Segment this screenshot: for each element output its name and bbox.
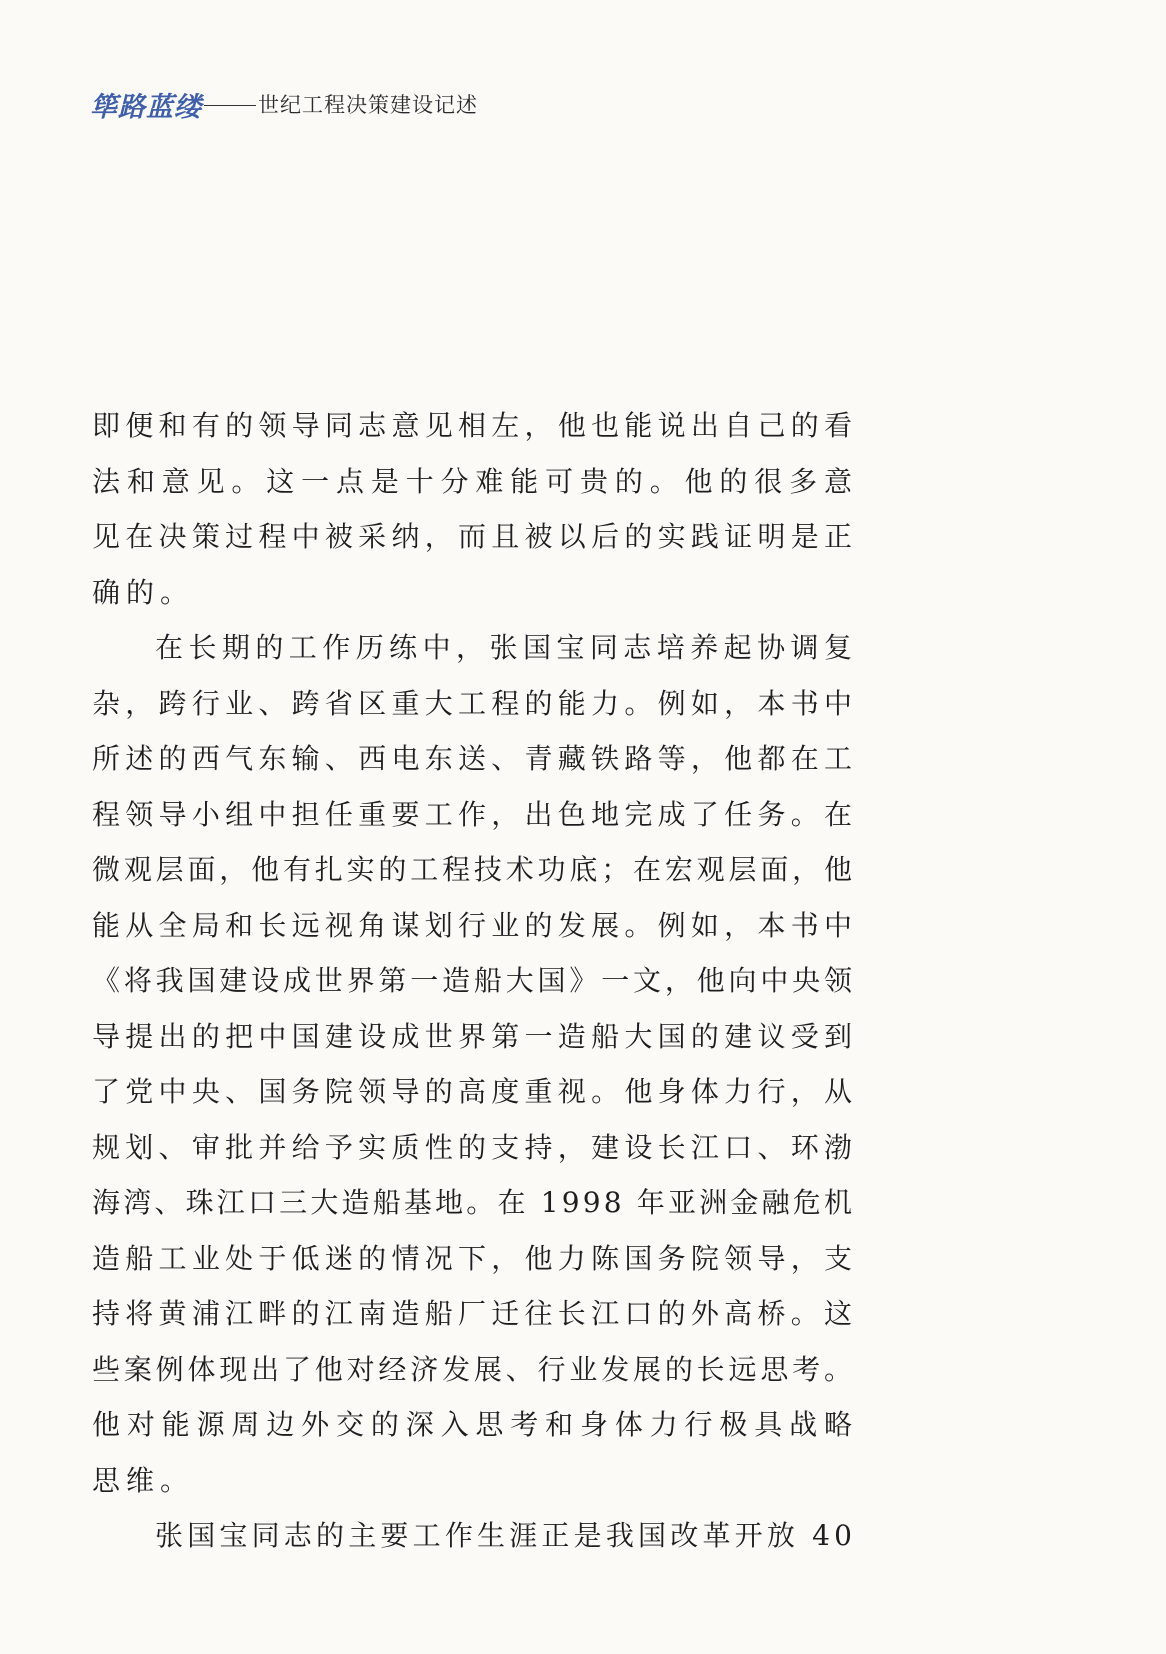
text-line: [92, 620, 858, 676]
text-line-content: 他对能源周边外交的深入思考和身体力行极具战略: [92, 1408, 859, 1441]
text-line-content: 见在决策过程中被采纳，而且被以后的实践证明是正: [92, 520, 858, 553]
text-line: [92, 1175, 856, 1231]
header-dash-rule: [204, 105, 256, 106]
text-line-content: 导提出的把中国建设成世界第一造船大国的建议受到: [92, 1019, 858, 1053]
text-line-content: 所述的西气东输、西电东送、青藏铁路等，他都在工: [92, 742, 858, 775]
text-line: [92, 398, 858, 454]
text-line: [92, 1397, 859, 1453]
text-line: [92, 1508, 857, 1564]
text-line-content: 能从全局和长远视角谋划行业的发展。例如，本书中: [92, 908, 858, 942]
text-line-content: 法和意见。这一点是十分难能可贵的。他的很多意: [92, 464, 859, 498]
text-line: [92, 1120, 858, 1176]
text-line: [92, 731, 858, 787]
text-line-content: 海湾、珠江口三大造船基地。在 1998 年亚洲金融危机: [92, 1186, 856, 1219]
text-line: [92, 676, 858, 732]
text-line-content: 即便和有的领导同志意见相左，他也能说出自己的看: [92, 409, 858, 442]
text-line-content: 张国宝同志的主要工作生涯正是我国改革开放 40: [155, 1519, 857, 1552]
text-line: [92, 454, 859, 510]
text-line-content: 规划、审批并给予实质性的支持，建设长江口、环渤: [92, 1130, 858, 1164]
running-header: [90, 84, 478, 124]
text-line-content: 持将黄浦江畔的江南造船厂迁往长江口的外高桥。这: [92, 1297, 858, 1330]
text-line: [92, 1342, 856, 1398]
text-line-content: 程领导小组中担任重要工作，出色地完成了任务。在: [92, 797, 858, 831]
text-line-content: 在长期的工作历练中，张国宝同志培养起协调复: [155, 631, 858, 664]
text-line: [92, 953, 856, 1009]
text-line: [92, 565, 852, 621]
book-subtitle: 世纪工程决策建设记述: [258, 93, 478, 117]
text-line-content: 《将我国建设成世界第一造船大国》一文，他向中央领: [92, 964, 856, 997]
text-line: [92, 1286, 858, 1342]
text-line: [92, 1453, 852, 1509]
text-line-content: 思维。: [92, 1463, 195, 1497]
text-line: [92, 898, 858, 954]
body-text: [92, 398, 859, 1564]
book-title: 筚路蓝缕: [90, 91, 202, 123]
text-line: [92, 1009, 858, 1065]
text-line: [92, 842, 856, 898]
text-line-content: 造船工业处于低迷的情况下，他力陈国务院领导，支: [92, 1241, 858, 1275]
text-line-content: 了党中央、国务院领导的高度重视。他身体力行，从: [92, 1075, 858, 1108]
text-line-content: 些案例体现出了他对经济发展、行业发展的长远思考。: [92, 1352, 856, 1386]
text-line: [92, 1064, 858, 1120]
text-line: [92, 509, 858, 565]
text-line-content: 杂，跨行业、跨省区重大工程的能力。例如，本书中: [92, 686, 858, 720]
text-line-content: 微观层面，他有扎实的工程技术功底；在宏观层面，他: [92, 853, 856, 886]
text-line-content: 确的。: [92, 575, 195, 609]
text-line: [92, 787, 858, 843]
text-line: [92, 1231, 858, 1287]
